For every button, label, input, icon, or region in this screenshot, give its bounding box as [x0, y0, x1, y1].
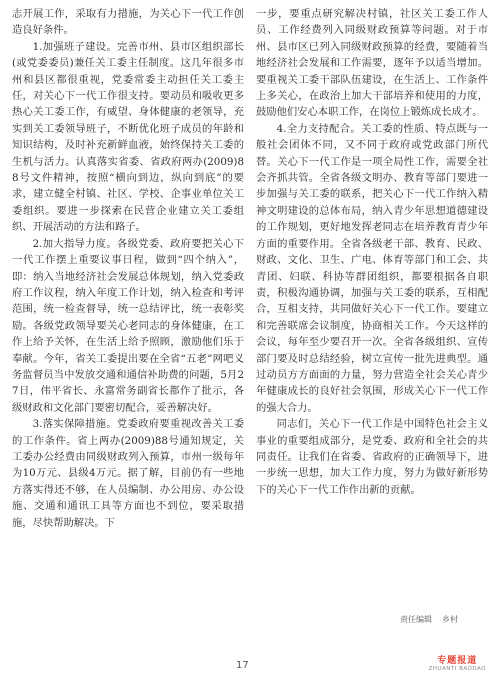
section-title: 专题报道: [437, 656, 478, 666]
section-label: [429, 653, 486, 672]
paragraph: 3.落实保障措施。党委政府要重视改善关工委的工作条件。省上两办(2009)88号通知规定，关工委办公经费由同级财政列入预算，市州一级每年为10万元、县级4万元。据了解，目前仍有一些地方落实得还不够，在人员编制、办公用房、办公设施、交通和通讯工具等方面也不到位，要采取措施，尽快帮助解决。下: [12, 418, 244, 529]
paragraph: 一步，要重点研究解决村镇，社区关工委工作人员、工作经费列入同级财政预算等问题。对于市州、县市区已列入同级财政预算的经费，要随着当地经济社会发展和工作需要，逐年予以适当增加。要重视关工委干部队伍建设，在生活上、工作条件上多关心，在政治上加大干部培养和使用的力度，鼓励他们安心本职工作，在岗位上锻炼成长成才。: [256, 8, 488, 119]
editor-credit: [400, 614, 468, 625]
paragraph: 同志们，关心下一代工作是中国特色社会主义事业的重要组成部分，是党委、政府和全社会的共同责任。让我们在省委、省政府的正确领导下，进一步统一思想，加大工作力度，努力为做好新形势下的关心下一代工作作出新的贡献。: [256, 418, 488, 496]
left-text-column: [12, 6, 244, 531]
editor-name: 乡村: [442, 615, 458, 624]
paragraph: 1.加强班子建设。完善市州、县市区组织部长(或党委委员)兼任关工委主任制度。这几年很多市州和县区都很重视，党委常委主动担任关工委主任，对关心下一代工作很支持。要动员和吸收更多热心关工委工作，有威望、身体健康的老领导，充实到关工委领导班子，不断优化班子成员的年龄和知识结构，及时补充新鲜血液，始终保持关工委的生机与活力。认真落实省委、省政府两办(2009)88号文件精神，按照“横向到边，纵向到底”的要求，建立健全村镇、社区、学校、企事业单位关工委组织。要进一步探索在民营企业建立关工委组织、开展活动的方法和路子。: [12, 40, 244, 234]
paragraph: 2.加大指导力度。各级党委、政府要把关心下一代工作摆上重要议事日程，做到“四个纳入”，即：纳入当地经济社会发展总体规划，纳入党委政府工作议程，纳入年度工作计划，纳入检查和考评范围，统一检查督导，统一总结评比，统一表彰奖励。各级党政领导要关心老同志的身体健康，在工作上给予关怀，在生活上给予照顾，激励他们乐于奉献。今年，省关工委提出要在全省“五老”网吧义务监督员当中发放交通和通信补助费的问题，5月27日，伟平省长、永富常务副省长都作了批示，各级财政和文化部门要密切配合，妥善解决好。: [12, 237, 244, 414]
paragraph: 4.全力支持配合。关工委的性质、特点既与一般社会团体不同，又不同于政府或党政部门所代替。关心下一代工作是一项全局性工作，需要全社会齐抓共管。全省各级文明办、教育等部门要进一步加强与关工委的联系，把关心下一代工作纳入精神文明建设的总体布局，纳入青少年思想道德建设的工作规划，更好地发挥老同志在培养教育青少年方面的重要作用。全省各级老干部、教育、民政、财政、文化、卫生、广电、体育等部门和工会、共青团、妇联、科协等群团组织，都要根据各自职责，积极沟通协调，加强与关工委的联系，互相配合，互相支持，共同做好关心下一代工作。要建立和完善联席会议制度，协商相关工作。今天这样的会议，每年至少要召开一次。全省各级组织、宣传部门要及时总结经验，树立宣传一批先进典型。通过动员方方面面的力量，努力营造全社会关心青少年健康成长的良好社会氛围，形成关心下一代工作的强大合力。: [256, 122, 488, 414]
section-pinyin: ZHUANTI BAODAO: [428, 666, 486, 672]
page-number: 17: [236, 660, 249, 671]
paragraph: 志开展工作，采取有力措施，为关心下一代工作创造良好条件。: [12, 8, 244, 37]
right-text-column: [256, 6, 488, 498]
editor-label: 责任编辑: [400, 615, 432, 624]
